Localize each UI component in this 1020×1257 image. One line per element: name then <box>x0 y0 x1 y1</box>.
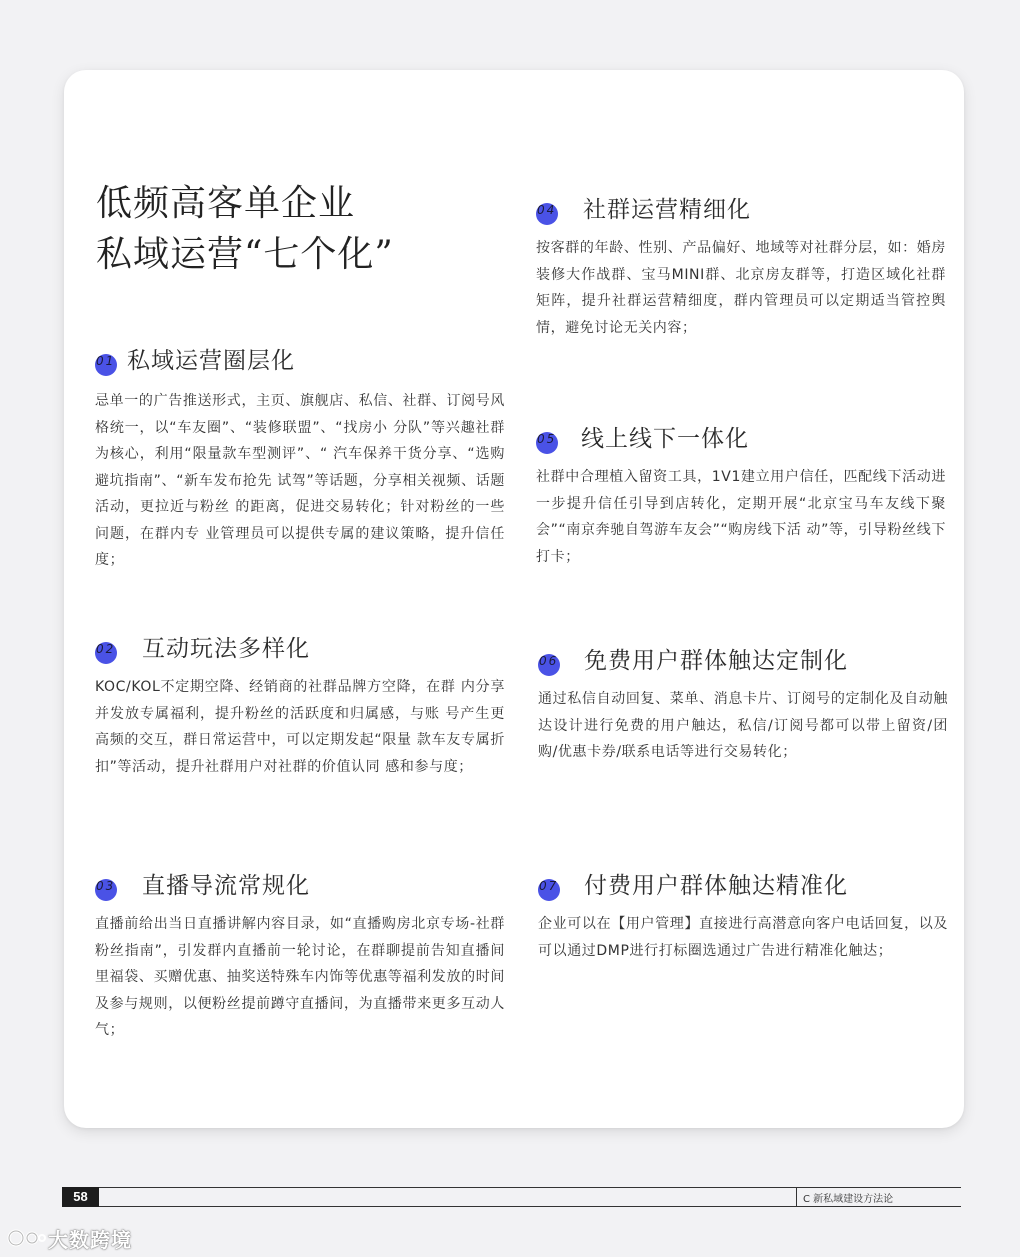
section-05 <box>536 422 946 570</box>
section-header <box>95 869 505 903</box>
section-number: 07 <box>539 879 559 893</box>
section-02 <box>95 632 505 780</box>
section-header <box>95 632 505 666</box>
section-title: 付费用户群体触达精准化 <box>584 873 848 899</box>
section-01 <box>95 344 505 574</box>
section-header <box>536 193 946 227</box>
section-header <box>536 422 946 456</box>
section-04 <box>536 193 946 341</box>
watermark-text: 大数跨境 <box>48 1227 132 1252</box>
section-header <box>538 644 948 678</box>
section-number: 06 <box>539 654 559 668</box>
section-body: 直播前给出当日直播讲解内容目录，如“直播购房北京专场-社群粉丝指南”，引发群内直播前一轮讨论，在群聊提前告知直播间里福袋、买赠优惠、抽奖送特殊车内饰等优惠等福利发放的时间及参与规则，以便粉丝提前蹲守直播间，为直播带来更多互动人气； <box>95 916 505 1038</box>
page-title-line-1: 低频高客单企业 <box>96 183 356 224</box>
footer-book-title: C 新私域建设方法论 <box>803 1194 894 1205</box>
section-number: 04 <box>537 203 557 217</box>
section-03 <box>95 869 505 1044</box>
section-number: 02 <box>96 642 116 656</box>
footer-rule-bottom <box>99 1206 961 1207</box>
page-title <box>96 178 394 280</box>
section-title: 线上线下一体化 <box>581 426 749 452</box>
section-title: 私域运营圈层化 <box>127 348 295 374</box>
section-header <box>95 344 505 378</box>
section-body: 通过私信自动回复、菜单、消息卡片、订阅号的定制化及自动触达设计进行免费的用户触达，私信/订阅号都可以带上留资/团购/优惠卡券/联系电话等进行交易转化； <box>538 691 948 760</box>
section-body: 忌单一的广告推送形式，主页、旗舰店、私信、社群、订阅号风格统一，以“车友圈”、“装修联盟”、“找房小 分队”等兴趣社群为核心，利用“限量款车型测评”、“ 汽车保养干货分享、“选购避坑指南”、“新车发布抢先 试驾”等话题，分享相关视频、话题活动，更拉近与粉丝 的距离，促进交易转化；针对粉丝的一些问题，在群内专 业管理员可以提供专属的建议策略，提升信任度； <box>95 393 505 568</box>
watermark <box>6 1224 132 1252</box>
section-title: 社群运营精细化 <box>583 197 751 223</box>
section-title: 直播导流常规化 <box>142 873 310 899</box>
section-body: 企业可以在【用户管理】直接进行高潜意向客户电话回复，以及可以通过DMP进行打标圈选通过广告进行精准化触达； <box>538 916 948 959</box>
section-title: 互动玩法多样化 <box>142 636 310 662</box>
section-number: 01 <box>96 354 116 368</box>
section-06 <box>538 644 948 766</box>
footer-divider <box>796 1187 797 1207</box>
section-number: 03 <box>96 879 116 893</box>
section-07 <box>538 869 948 964</box>
page-number: 58 <box>62 1187 99 1207</box>
section-body: KOC/KOL不定期空降、经销商的社群品牌方空降，在群 内分享并发放专属福利，提升粉丝的活跃度和归属感，与账 号产生更高频的交互，群日常运营中，可以定期发起“限量 款车友专属折扣”等活动，提升社群用户对社群的价值认同 感和参与度； <box>95 679 505 775</box>
page-title-line-2: 私域运营“七个化” <box>96 234 394 275</box>
logo-loop-icon <box>6 1226 46 1250</box>
section-header <box>538 869 948 903</box>
section-body: 社群中合理植入留资工具，1V1建立用户信任，匹配线下活动进一步提升信任引导到店转化，定期开展“北京宝马车友线下聚会”“南京奔驰自驾游车友会”“购房线下活 动”等，引导粉丝线下打卡； <box>536 469 946 565</box>
section-number: 05 <box>537 432 557 446</box>
footer-rule-top <box>99 1187 961 1188</box>
section-title: 免费用户群体触达定制化 <box>584 648 848 674</box>
section-body: 按客群的年龄、性别、产品偏好、地域等对社群分层，如：婚房装修大作战群、宝马MINI群、北京房友群等，打造区域化社群矩阵，提升社群运营精细度，群内管理员可以定期适当管控舆情，避免讨论无关内容； <box>536 240 946 336</box>
